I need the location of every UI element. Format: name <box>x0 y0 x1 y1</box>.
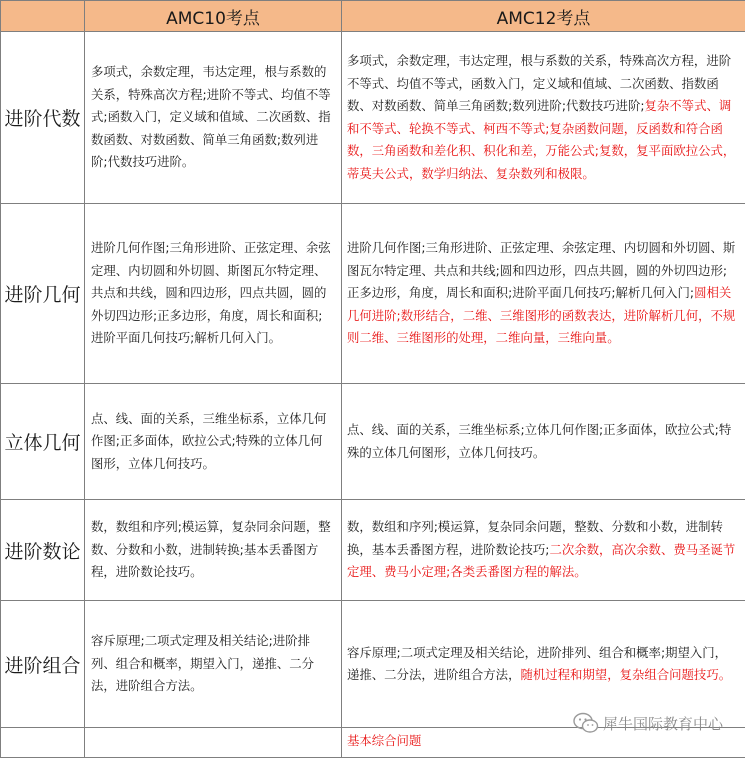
amc10-cell: 多项式，余数定理，韦达定理，根与系数的关系，特殊高次方程;进阶不等式、均值不等式;函数入门，定义域和值域、二次函数、指数函数、对数函数、简单三角函数;数列进阶;代数技巧进阶。 <box>85 32 342 204</box>
amc12-text: 进阶几何作图;三角形进阶、正弦定理、余弦定理、内切圆和外切圆、斯图瓦尔特定理、共点和共线;圆和四边形，四点共圆，圆的外切四边形;正多边形，角度，周长和面积;进阶平面几何技巧;解析几何入门; <box>347 240 736 301</box>
amc12-cell <box>342 384 745 500</box>
wechat-icon <box>573 712 599 734</box>
category-cell: 进阶几何 <box>1 204 85 384</box>
amc10-cell: 点、线、面的关系，三维坐标系，立体几何作图;正多面体，欧拉公式;特殊的立体几何图形，立体几何技巧。 <box>85 384 342 500</box>
table-row <box>1 32 745 204</box>
amc12-extra-text: 二次余数，高次余数、费马圣诞节定理、费马小定理;各类丢番图方程的解法。 <box>347 541 736 580</box>
amc12-extra-text: 基本综合问题 <box>347 733 422 748</box>
amc12-text: 点、线、面的关系，三维坐标系;立体几何作图;正多面体，欧拉公式;特殊的立体几何图形，立体几何技巧。 <box>347 422 732 460</box>
header-amc12: AMC12考点 <box>342 1 745 32</box>
amc10-cell: 数，数组和序列;模运算，复杂同余问题，整数、分数和小数，进制转换;基本丢番图方程，进阶数论技巧。 <box>85 500 342 601</box>
amc10-cell: 容斥原理;二项式定理及相关结论;进阶排列、组合和概率，期望入门，递推、二分法，进阶组合方法。 <box>85 601 342 728</box>
category-cell: 进阶数论 <box>1 500 85 601</box>
category-cell: 立体几何 <box>1 384 85 500</box>
amc10-cell <box>85 728 342 758</box>
watermark <box>573 712 723 734</box>
amc12-cell <box>342 204 745 384</box>
category-cell: 进阶代数 <box>1 32 85 204</box>
table-row <box>1 500 745 601</box>
header-blank <box>1 1 85 32</box>
amc12-text: 多项式，余数定理，韦达定理，根与系数的关系，特殊高次方程，进阶不等式、均值不等式，函数入门，定义域和值域、二次函数、指数函数、对数函数、简单三角函数;数列进阶;代数技巧进阶; <box>347 53 732 113</box>
amc12-extra-text: 圆相关几何进阶;数形结合，二维、三维图形的函数表达，进阶解析几何，不规则二维、三维图形的处理，二维向量，三维向量。 <box>347 285 736 346</box>
amc12-cell <box>342 601 745 728</box>
amc12-text: 数，数组和序列;模运算，复杂同余问题，整数、分数和小数，进制转换，基本丢番图方程，进阶数论技巧; <box>347 519 723 557</box>
amc12-text: 容斥原理;二项式定理及相关结论，进阶排列、组合和概率;期望入门，递推、二分法，进阶组合方法， <box>347 644 728 682</box>
table-row <box>1 384 745 500</box>
category-cell: 进阶组合 <box>1 601 85 728</box>
amc12-cell <box>342 500 745 601</box>
table-row <box>1 601 745 728</box>
table-row <box>1 204 745 384</box>
amc12-extra-text: 随机过程和期望，复杂组合问题技巧。 <box>520 667 732 682</box>
amc10-cell: 进阶几何作图;三角形进阶、正弦定理、余弦定理、内切圆和外切圆、斯图瓦尔特定理、共点和共线，圆和四边形，四点共圆，圆的外切四边形;正多边形，角度，周长和面积;进阶平面几何技巧;解析几何入门。 <box>85 204 342 384</box>
category-cell <box>1 728 85 758</box>
watermark-text: 犀牛国际教育中心 <box>602 714 723 733</box>
header-row <box>1 1 745 32</box>
header-amc10: AMC10考点 <box>85 1 342 32</box>
amc12-cell <box>342 32 745 204</box>
amc12-extra-text: 复杂不等式、调和不等式、轮换不等式、柯西不等式;复杂函数问题，反函数和符合函数，三角函数和差化积、积化和差，万能公式;复数，复平面欧拉公式，蒂莫夫公式，数学归纳法、复杂数列和极限。 <box>347 98 736 181</box>
